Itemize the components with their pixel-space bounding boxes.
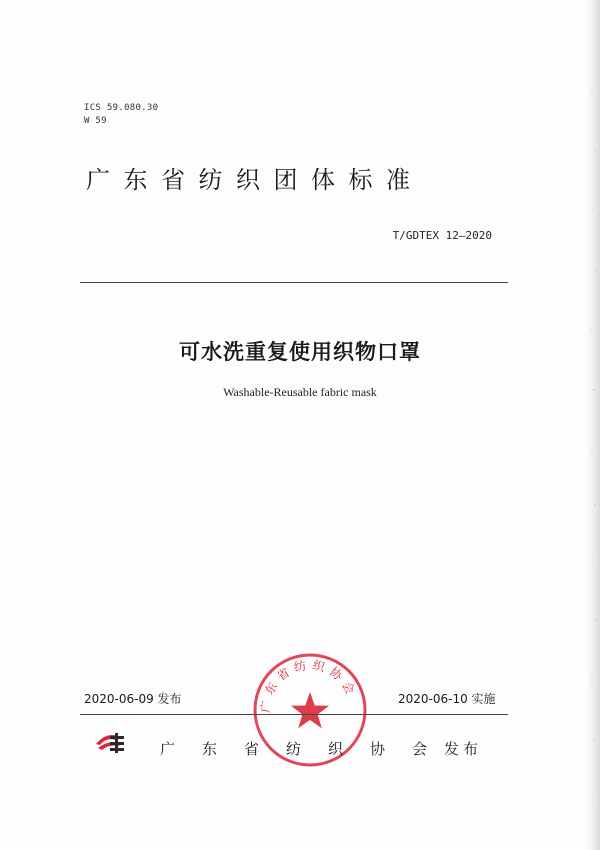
implementation-date: 2020-06-10 实施 xyxy=(398,692,496,706)
publisher-name: 广东省纺织协会 xyxy=(160,740,455,758)
publish-label: 发布 xyxy=(444,740,483,758)
issue-date: 2020-06-09 发布 xyxy=(84,692,182,706)
seal-star xyxy=(291,692,329,728)
top-divider xyxy=(80,282,508,283)
standard-number: T/GDTEX 12—2020 xyxy=(392,229,492,242)
ccs-code: W 59 xyxy=(84,116,107,126)
title-english: Washable-Reusable fabric mask xyxy=(223,385,377,399)
bottom-divider xyxy=(80,714,508,715)
scan-noise xyxy=(588,0,598,850)
title-chinese: 可水洗重复使用织物口罩 xyxy=(179,340,421,364)
ics-code: ICS 59.080.30 xyxy=(84,103,159,113)
org-standard-title: 广东省纺织团体标准 xyxy=(86,166,424,194)
association-logo-icon xyxy=(94,728,134,758)
seal-text-path: 广东省纺织协会 xyxy=(258,657,360,714)
